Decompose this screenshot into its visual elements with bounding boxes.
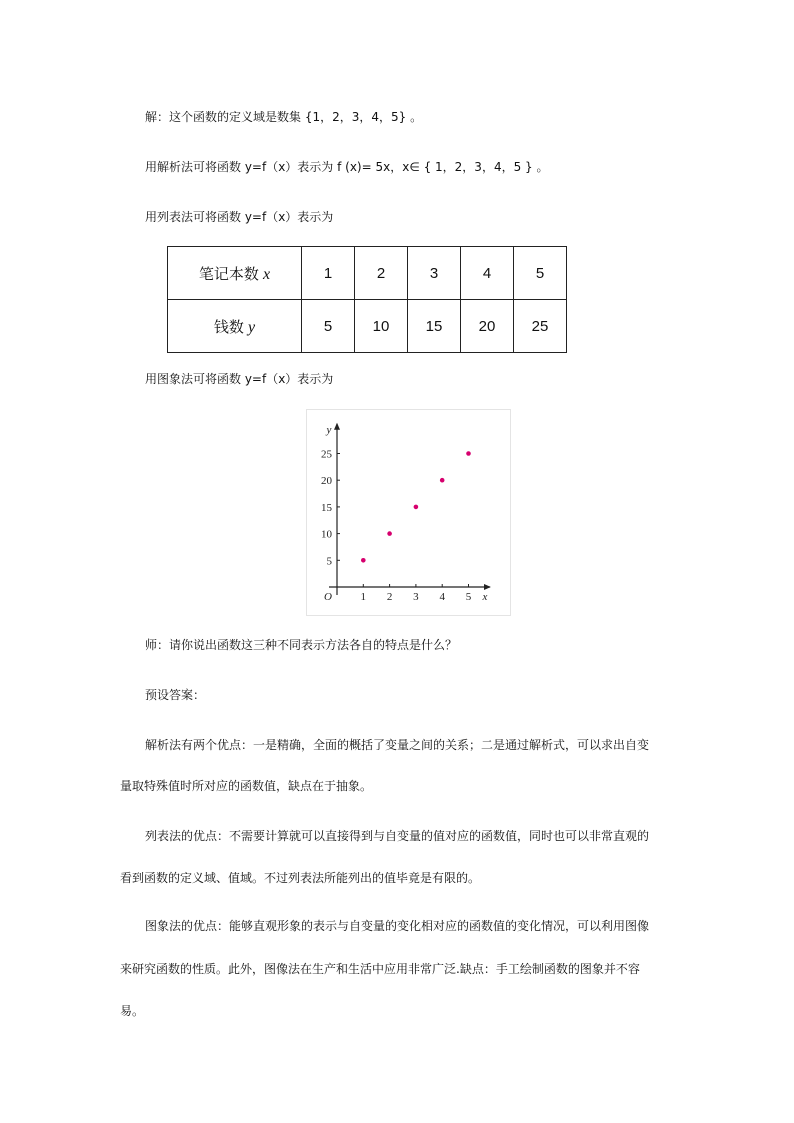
graph-intro-line: 用图象法可将函数 y=f（x）表示为: [145, 372, 334, 386]
scatter-chart: [306, 409, 511, 616]
data-point: [387, 531, 392, 536]
analytic-method-line: 用解析法可将函数 y=f（x）表示为 f (x)= 5x，x∈ { 1，2，3，4，5 } 。: [145, 160, 549, 174]
table-cell: 2: [355, 247, 408, 300]
x-tick-label: 4: [439, 591, 445, 603]
y-variable: y: [248, 318, 256, 336]
data-point: [361, 558, 366, 563]
row-header-notebooks: [168, 247, 302, 300]
data-point: [440, 478, 445, 483]
x-tick-label: 3: [413, 591, 419, 603]
y-tick-label: 10: [321, 528, 332, 541]
origin-label: O: [324, 591, 332, 603]
y-tick-label: 15: [321, 501, 332, 514]
graph-advantages-line-2: 来研究函数的性质。此外，图像法在生产和生活中应用非常广泛.缺点：手工绘制函数的图象并不容: [120, 962, 640, 976]
x-variable: x: [263, 265, 271, 283]
table-row-x: [168, 247, 567, 300]
table-cell: 1: [302, 247, 355, 300]
table-intro-line: 用列表法可将函数 y=f（x）表示为: [145, 210, 334, 224]
x-tick-label: 5: [465, 591, 472, 603]
table-cell: 15: [408, 300, 461, 353]
y-tick-label: 5: [326, 555, 332, 568]
data-point: [466, 451, 471, 456]
y-tick-label: 20: [321, 475, 332, 488]
x-axis-label: x: [482, 591, 488, 603]
list-advantages-line-2: 看到函数的定义域、值域。不过列表法所能列出的值毕竟是有限的。: [120, 871, 481, 885]
table-cell: 10: [355, 300, 408, 353]
analytic-advantages-line-2: 量取特殊值时所对应的函数值，缺点在于抽象。: [120, 779, 373, 793]
notebooks-label: 笔记本数: [198, 265, 259, 283]
table-row-y: [168, 300, 567, 353]
chart-canvas: [307, 410, 510, 615]
graph-advantages-line-3: 易。: [120, 1004, 145, 1018]
data-point: [414, 505, 419, 510]
x-tick-label: 1: [360, 591, 367, 603]
table-cell: 4: [461, 247, 514, 300]
money-label: 钱数: [213, 318, 244, 336]
x-tick-label: 2: [386, 591, 393, 603]
table-cell: 3: [408, 247, 461, 300]
graph-advantages-line-1: 图象法的优点：能够直观形象的表示与自变量的变化相对应的函数值的变化情况，可以利用图像: [145, 919, 650, 933]
table-cell: 5: [302, 300, 355, 353]
solution-line: 解：这个函数的定义域是数集 {1，2，3，4，5} 。: [145, 110, 423, 124]
function-value-table: [167, 246, 567, 353]
preset-answer-line: 预设答案：: [145, 688, 206, 702]
table-cell: 25: [514, 300, 567, 353]
analytic-advantages-line-1: 解析法有两个优点：一是精确，全面的概括了变量之间的关系；二是通过解析式，可以求出自变: [145, 738, 650, 752]
table-cell: 5: [514, 247, 567, 300]
list-advantages-line-1: 列表法的优点：不需要计算就可以直接得到与自变量的值对应的函数值，同时也可以非常直观的: [145, 829, 650, 843]
y-axis-label: y: [326, 423, 332, 436]
teacher-question-line: 师：请你说出函数这三种不同表示方法各自的特点是什么？: [145, 638, 458, 652]
table-cell: 20: [461, 300, 514, 353]
row-header-money: [168, 300, 302, 353]
y-tick-label: 25: [321, 448, 332, 461]
